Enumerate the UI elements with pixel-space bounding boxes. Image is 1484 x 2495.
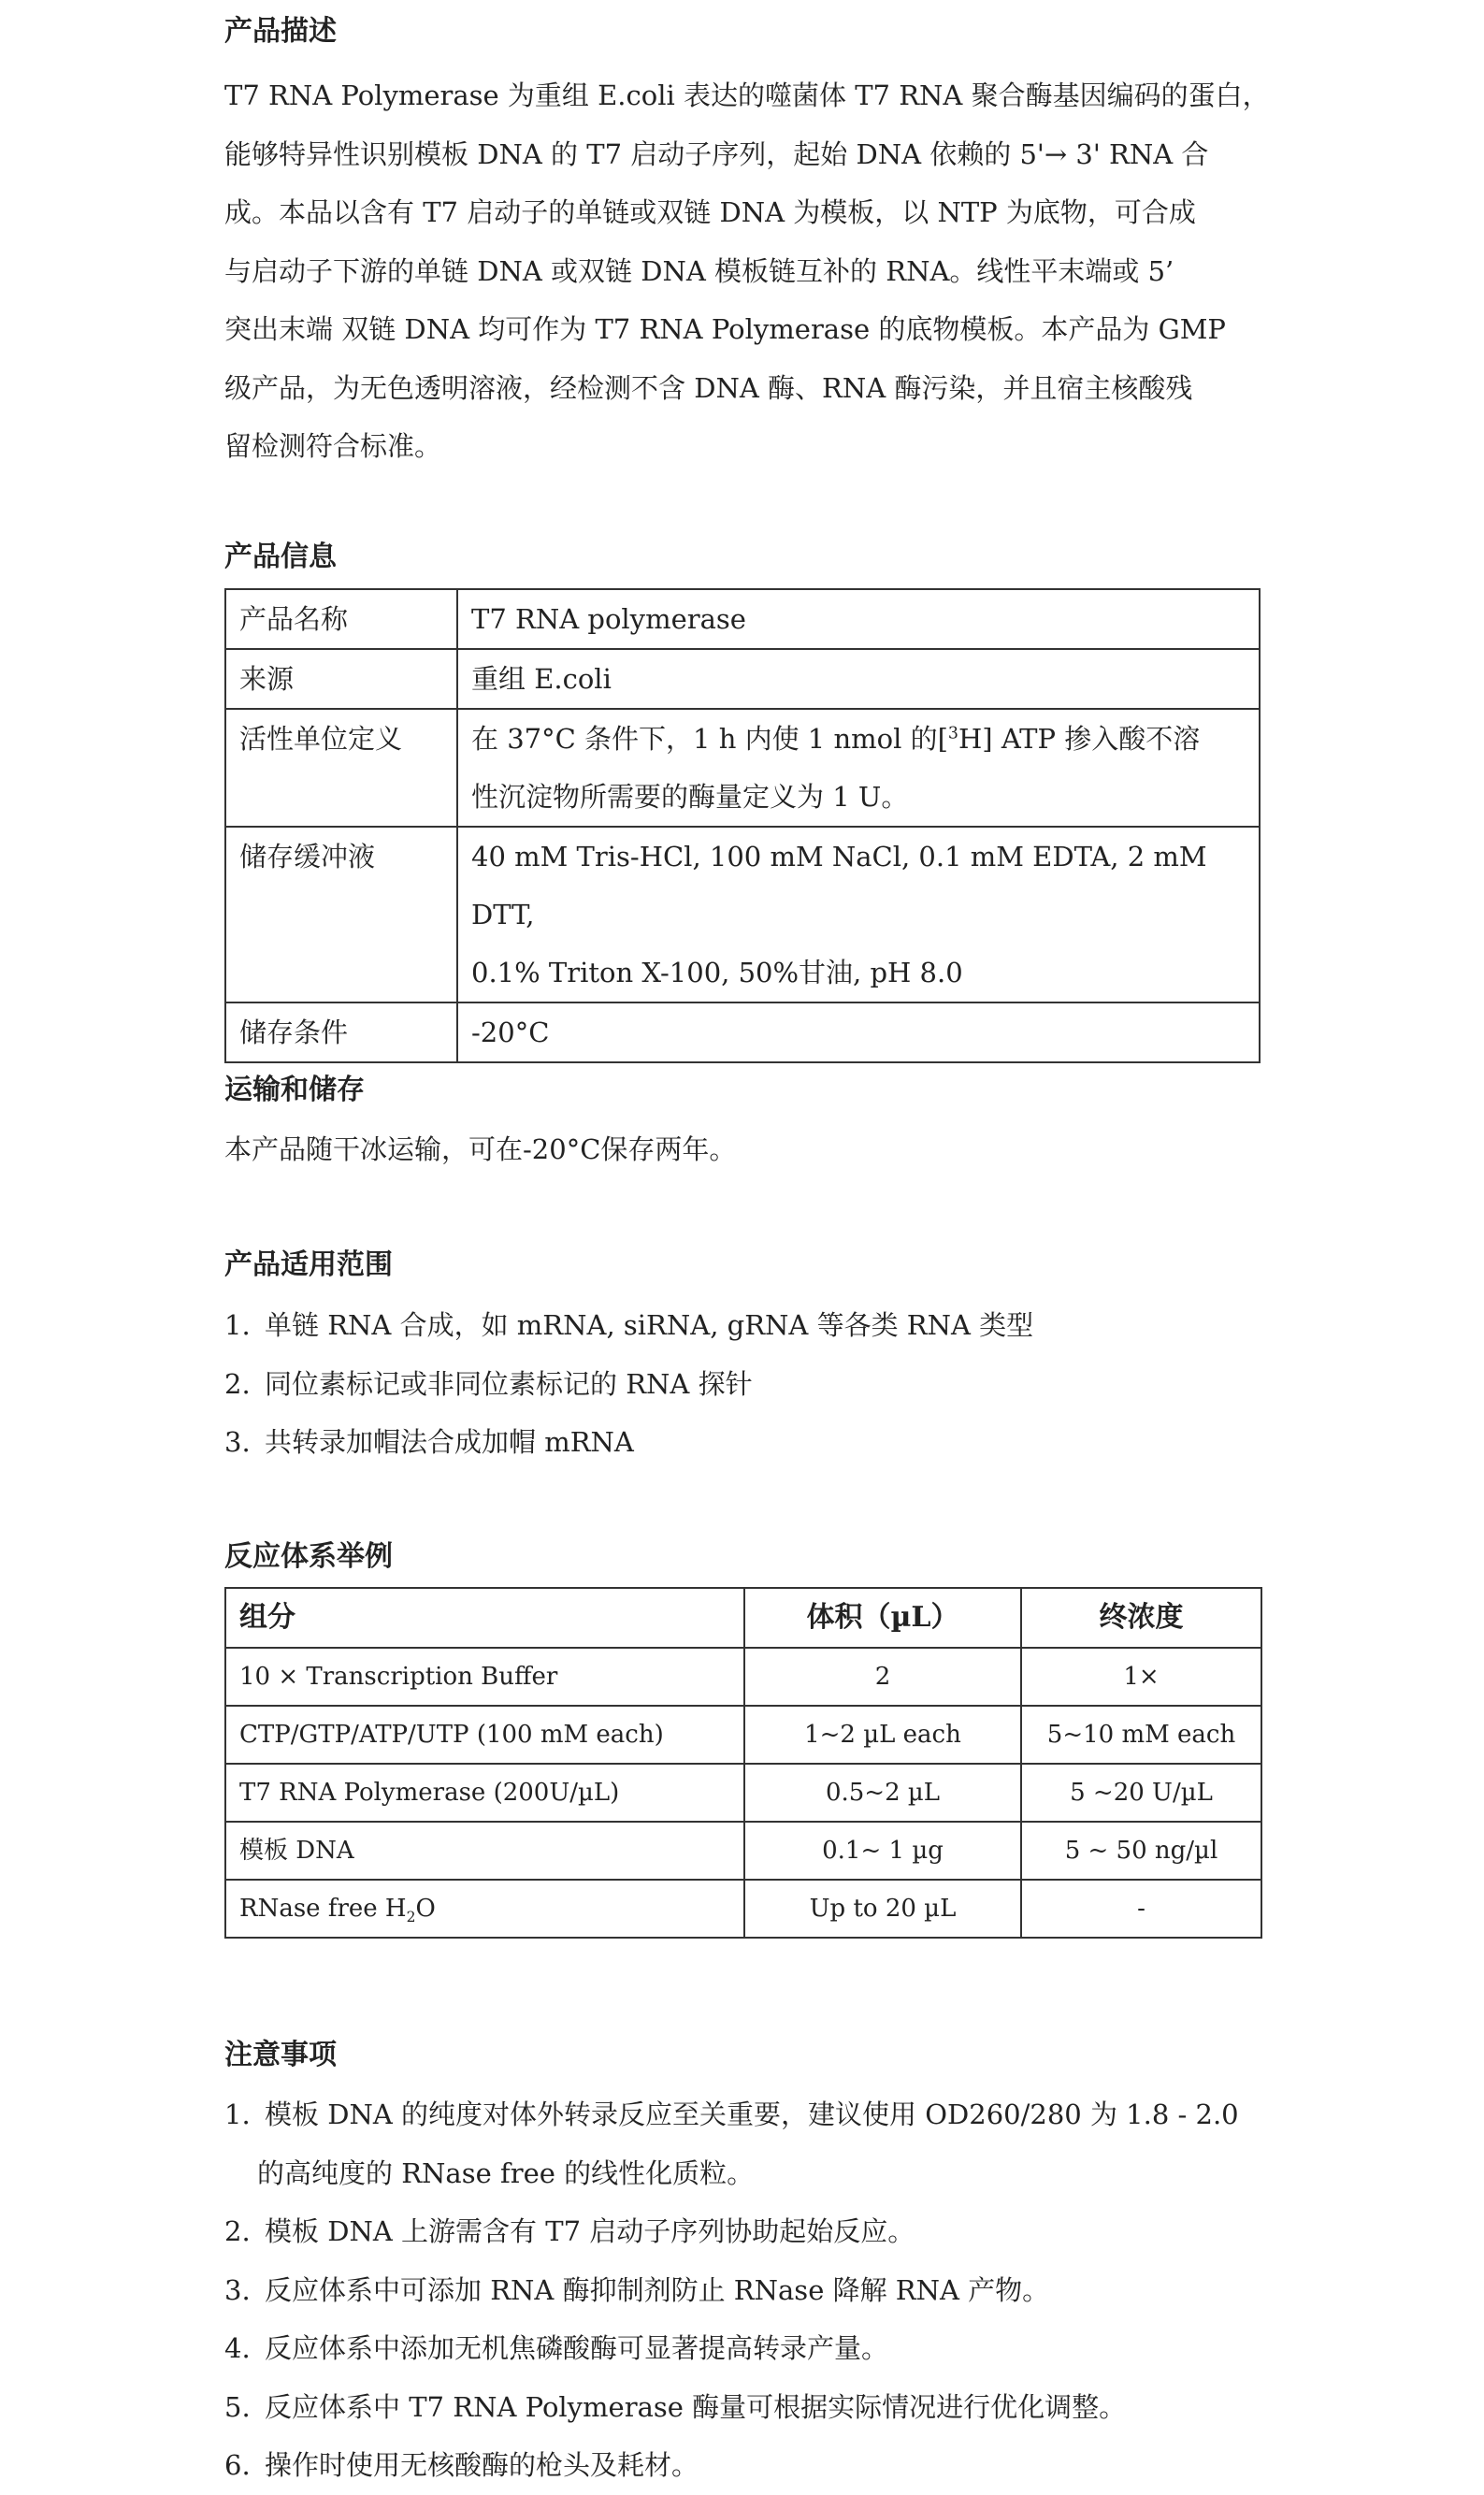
shipping-line: 本产品随干冰运输，可在-20°C保存两年。 [224, 1133, 737, 1165]
description-line: T7 RNA Polymerase 为重组 E.coli 表达的噬菌体 T7 RNA 聚合酶基因编码的蛋白， [224, 79, 1270, 111]
description-line: 突出末端 双链 DNA 均可作为 T7 RNA Polymerase 的底物模板。本产品为 GMP [224, 313, 1226, 345]
list-item [224, 2261, 1300, 2320]
info-value: 重组 E.coli [457, 649, 1260, 709]
applications-heading: 产品适用范围 [224, 1248, 393, 1281]
list-text: 模板 DNA 的纯度对体外转录反应至关重要，建议使用 OD260/280 为 1.8 - 2.0 [265, 2098, 1239, 2130]
info-label: 储存缓冲液 [225, 827, 457, 1002]
info-value-text: 0.1% Triton X-100, 50%甘油, pH 8.0 [471, 957, 963, 988]
list-number: 5. [224, 2390, 251, 2423]
info-value: T7 RNA polymerase [457, 589, 1260, 649]
shipping-heading: 运输和储存 [224, 1074, 365, 1106]
info-value [457, 709, 1260, 827]
list-item [224, 2436, 1300, 2495]
list-item [224, 2202, 1300, 2261]
info-label: 活性单位定义 [225, 709, 457, 827]
info-label: 储存条件 [225, 1002, 457, 1062]
table-cell: 2 [744, 1648, 1021, 1706]
list-item [224, 2085, 1300, 2144]
table-cell: 0.1~ 1 µg [744, 1822, 1021, 1880]
table-cell: 1× [1021, 1648, 1261, 1706]
info-value-text: 性沉淀物所需要的酶量定义为 1 U。 [471, 781, 909, 813]
list-item [224, 1413, 1300, 1472]
info-value: -20°C [457, 1002, 1260, 1062]
table-cell: 10 × Transcription Buffer [225, 1648, 744, 1706]
info-value [457, 827, 1260, 1002]
notes-heading: 注意事项 [224, 2039, 337, 2071]
product-info-heading: 产品信息 [224, 541, 337, 573]
list-number: 2. [224, 1367, 251, 1400]
list-number: 2. [224, 2215, 251, 2247]
info-value-text: H] ATP 掺入酸不溶 [958, 723, 1201, 755]
list-number: 3. [224, 2273, 251, 2306]
list-number: 1. [224, 2098, 251, 2130]
list-text: 反应体系中添加无机焦磷酸酶可显著提高转录产量。 [265, 2332, 889, 2364]
applications-list [224, 1296, 1300, 1472]
shipping-text [224, 1120, 1272, 1179]
list-item-continuation: 的高纯度的 RNase free 的线性化质粒。 [257, 2156, 755, 2189]
list-text: 单链 RNA 合成，如 mRNA, siRNA, gRNA 等各类 RNA 类型 [265, 1309, 1034, 1341]
table-cell: 5~10 mM each [1021, 1706, 1261, 1764]
table-cell: 1~2 µL each [744, 1706, 1021, 1764]
table-row [225, 649, 1260, 709]
list-number: 4. [224, 2332, 251, 2364]
table-cell: 5 ~20 U/µL [1021, 1764, 1261, 1822]
table-cell: 5 ~ 50 ng/µl [1021, 1822, 1261, 1880]
info-value-text: 在 37°C 条件下，1 h 内使 1 nmol 的[ [471, 723, 948, 755]
list-text: 模板 DNA 上游需含有 T7 启动子序列协助起始反应。 [265, 2215, 915, 2247]
description-line: 能够特异性识别模板 DNA 的 T7 启动子序列，起始 DNA 依赖的 5'→ 3' RNA 合 [224, 137, 1209, 170]
description-line: 级产品，为无色透明溶液，经检测不含 DNA 酶、RNA 酶污染，并且宿主核酸残 [224, 371, 1193, 404]
table-header-row [225, 1588, 1261, 1648]
list-text: 操作时使用无核酸酶的枪头及耗材。 [265, 2449, 699, 2481]
table-row [225, 1822, 1261, 1880]
cell-subscript: 2 [406, 1909, 416, 1926]
table-cell [225, 1880, 744, 1938]
reaction-heading: 反应体系举例 [224, 1540, 393, 1573]
list-text: 反应体系中可添加 RNA 酶抑制剂防止 RNase 降解 RNA 产物。 [265, 2273, 1050, 2306]
description-paragraph [224, 66, 1272, 476]
table-row [225, 589, 1260, 649]
table-cell: T7 RNA Polymerase (200U/µL) [225, 1764, 744, 1822]
table-cell: CTP/GTP/ATP/UTP (100 mM each) [225, 1706, 744, 1764]
list-text: 同位素标记或非同位素标记的 RNA 探针 [265, 1367, 753, 1400]
description-line: 留检测符合标准。 [224, 430, 442, 462]
table-row [225, 1706, 1261, 1764]
table-row [225, 1880, 1261, 1938]
table-cell: Up to 20 µL [744, 1880, 1021, 1938]
info-label: 来源 [225, 649, 457, 709]
list-item [224, 2378, 1300, 2437]
list-text: 共转录加帽法合成加帽 mRNA [265, 1426, 634, 1458]
cell-text: O [415, 1895, 436, 1923]
table-row [225, 1002, 1260, 1062]
list-item [224, 1296, 1300, 1355]
table-cell: 0.5~2 µL [744, 1764, 1021, 1822]
description-heading: 产品描述 [224, 15, 337, 48]
table-cell: 模板 DNA [225, 1822, 744, 1880]
description-line: 与启动子下游的单链 DNA 或双链 DNA 模板链互补的 RNA。线性平末端或 5’ [224, 254, 1174, 287]
table-row [225, 1764, 1261, 1822]
notes-list [224, 2085, 1300, 2495]
column-header: 体积（µL） [744, 1588, 1021, 1648]
cell-text: RNase free H [239, 1895, 407, 1923]
list-item [224, 2319, 1300, 2378]
info-value-superscript: 3 [947, 724, 958, 743]
table-cell: - [1021, 1880, 1261, 1938]
list-number: 6. [224, 2449, 251, 2481]
reaction-table [224, 1587, 1262, 1939]
description-line: 成。本品以含有 T7 启动子的单链或双链 DNA 为模板，以 NTP 为底物，可合成 [224, 196, 1196, 228]
list-number: 3. [224, 1426, 251, 1458]
table-row [225, 827, 1260, 1002]
column-header: 终浓度 [1021, 1588, 1261, 1648]
table-row [225, 709, 1260, 827]
list-text: 反应体系中 T7 RNA Polymerase 酶量可根据实际情况进行优化调整。 [265, 2390, 1127, 2423]
list-item [224, 1355, 1300, 1414]
table-row [225, 1648, 1261, 1706]
info-value-text: 40 mM Tris-HCl, 100 mM NaCl, 0.1 mM EDTA, 2 mM DTT, [471, 841, 1207, 930]
product-info-table [224, 588, 1261, 1063]
column-header: 组分 [225, 1588, 744, 1648]
info-label: 产品名称 [225, 589, 457, 649]
list-number: 1. [224, 1309, 251, 1341]
